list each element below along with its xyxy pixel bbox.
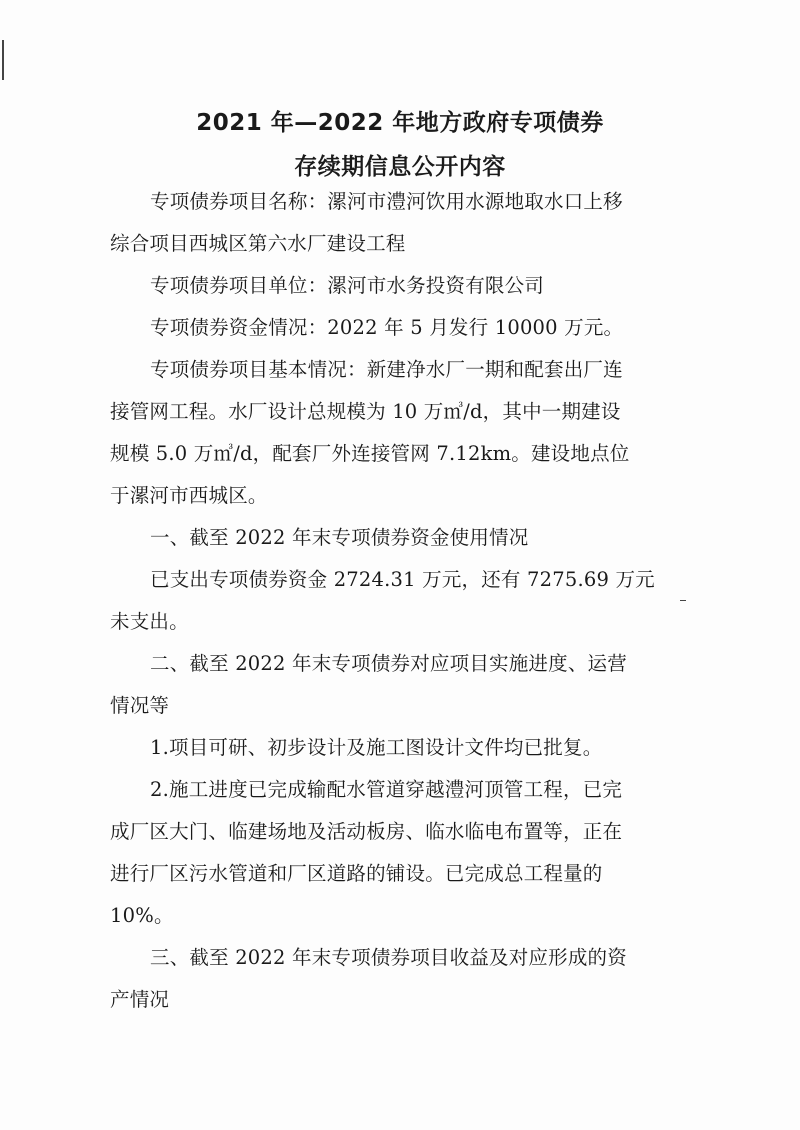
section-2-heading-line-1: 二、截至 2022 年末专项债券对应项目实施进度、运营	[150, 652, 627, 675]
basic-info-line-4: 于漯河市西城区。	[110, 484, 268, 507]
section-2-item-1: 1.项目可研、初步设计及施工图设计文件均已批复。	[150, 736, 603, 759]
section-1-line-2: 未支出。	[110, 610, 189, 633]
section-1-line-1: 已支出专项债券资金 2724.31 万元，还有 7275.69 万元	[150, 568, 655, 591]
section-2-heading-line-2: 情况等	[110, 694, 170, 717]
basic-info-line-2: 接管网工程。水厂设计总规模为 10 万㎥/d，其中一期建设	[110, 400, 621, 423]
section-3-heading-line-1: 三、截至 2022 年末专项债券项目收益及对应形成的资	[150, 946, 627, 969]
section-1-heading: 一、截至 2022 年末专项债券资金使用情况	[150, 526, 529, 549]
section-2-item-2-line-4: 10%。	[110, 904, 174, 927]
fund-status: 专项债券资金情况：2022 年 5 月发行 10000 万元。	[150, 316, 624, 339]
scan-edge-mark	[2, 40, 4, 80]
project-unit: 专项债券项目单位：漯河市水务投资有限公司	[150, 274, 545, 297]
document-title-line-1: 2021 年—2022 年地方政府专项债券	[196, 110, 604, 136]
section-2-item-2-line-1: 2.施工进度已完成输配水管道穿越澧河顶管工程，已完	[150, 778, 623, 801]
project-name-line-2: 综合项目西城区第六水厂建设工程	[110, 232, 406, 255]
section-3-heading-line-2: 产情况	[110, 988, 170, 1011]
document-title-line-2: 存续期信息公开内容	[294, 154, 506, 180]
basic-info-line-1: 专项债券项目基本情况：新建净水厂一期和配套出厂连	[150, 358, 623, 381]
basic-info-line-3: 规模 5.0 万㎥/d，配套厂外连接管网 7.12km。建设地点位	[110, 442, 630, 465]
scan-edge-mark	[680, 600, 686, 601]
section-2-item-2-line-2: 成厂区大门、临建场地及活动板房、临水临电布置等，正在	[110, 820, 623, 843]
project-name-line-1: 专项债券项目名称：漯河市澧河饮用水源地取水口上移	[150, 190, 623, 213]
section-2-item-2-line-3: 进行厂区污水管道和厂区道路的铺设。已完成总工程量的	[110, 862, 603, 885]
